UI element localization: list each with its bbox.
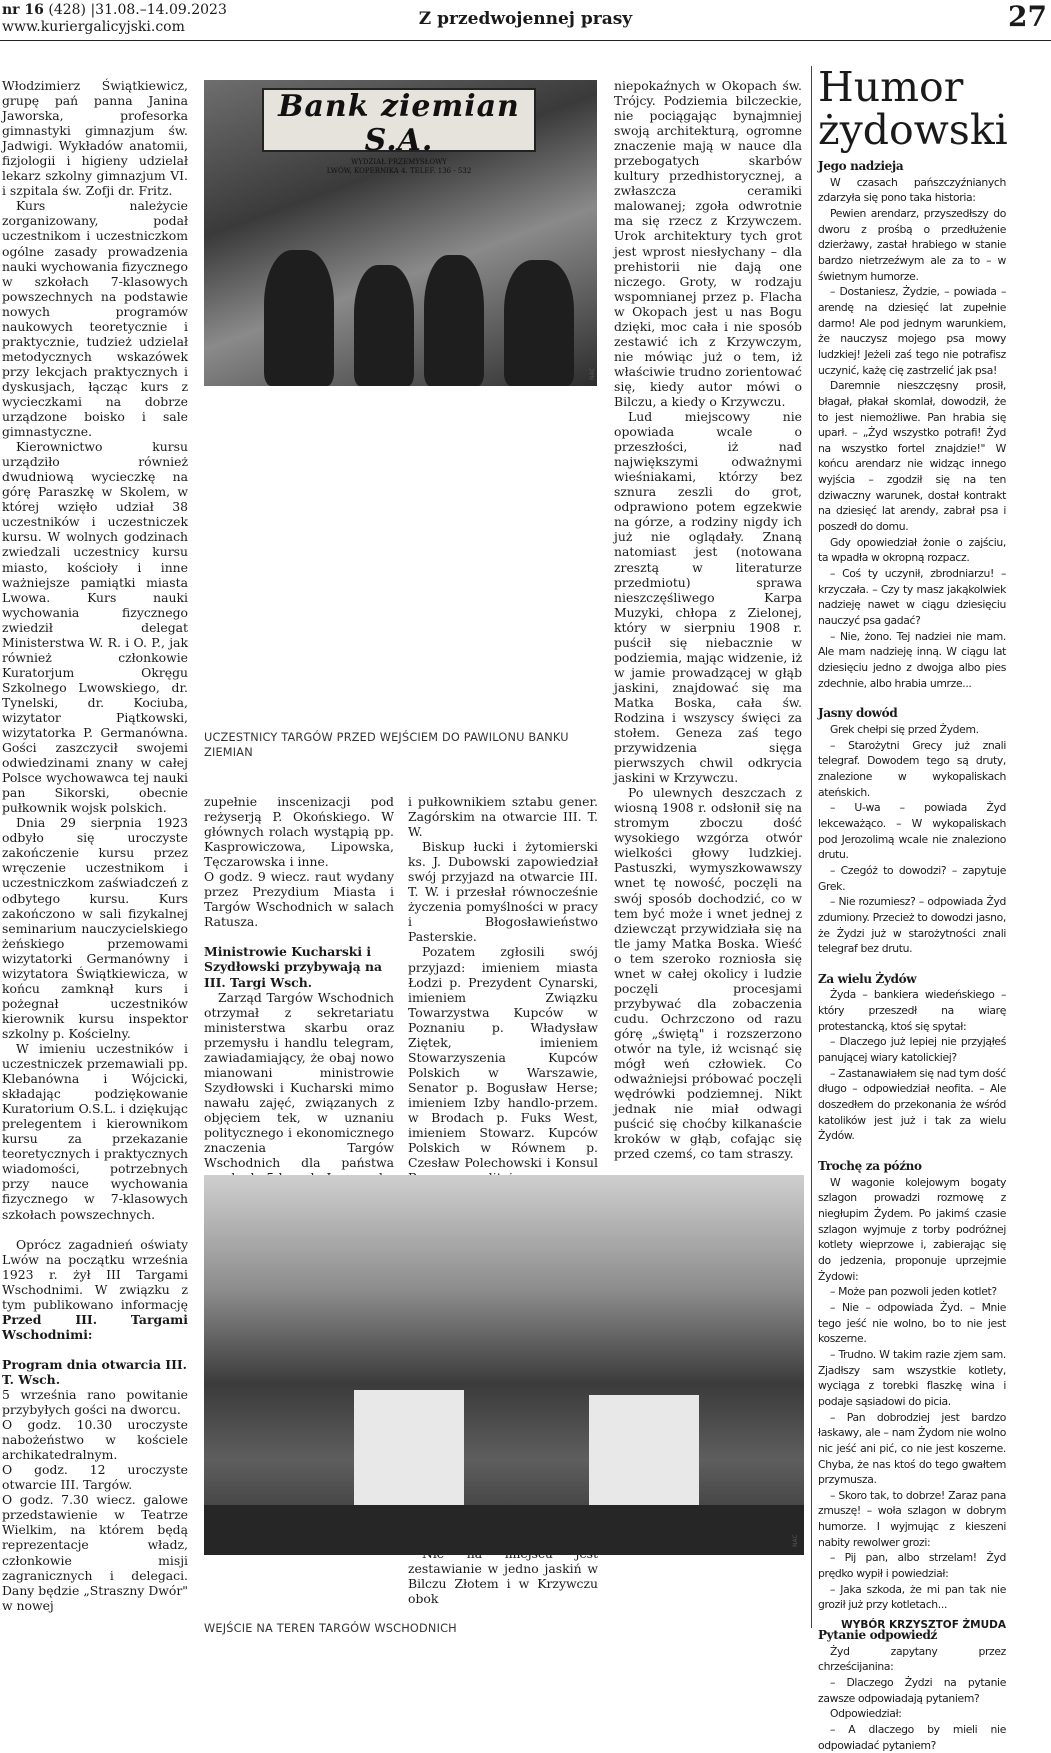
paragraph-text: – Dostaniesz, Żydzie, – powiada – arendę na dziesięć lat zupełnie darmo! Ale pod jednym warunkiem, że nauczysz mojego psa mowy ludzkiej! Jeżeli zaś tego nie potrafisz uczynić, każę cię zastrzelić jak psa!: [818, 285, 1006, 377]
subheading: Jasny dowód: [818, 706, 898, 721]
paragraph: [818, 1706, 1006, 1722]
photo-caption-1: UCZESTNICY TARGÓW PRZED WEJŚCIEM DO PAWILONU BANKU ZIEMIAN: [204, 731, 569, 759]
paragraph-text: – Dlaczego Żydzi na pytanie zawsze odpowiadają pytaniem?: [818, 1676, 1006, 1705]
paragraph: [818, 629, 1006, 692]
bank-sign-line1: WYDZIAŁ PRZEMYSŁOWY: [351, 158, 447, 166]
photo-figure: [424, 255, 484, 386]
paragraph-text: – Pan dobrodziej jest bardzo łaskawy, ale – nam Żydom nie wolno nic jeść ani pić, co nie jest koszerne. Chyba, że nas ktoś do tego gwałtem przymusza.: [818, 1410, 1006, 1487]
paragraph: [614, 785, 802, 1161]
paragraph: [2, 198, 188, 439]
bank-sign-title: Bank ziemian S.A.: [278, 89, 520, 158]
paragraph-gap: [818, 957, 1006, 972]
subheading: Pytanie odpowiedź: [818, 1628, 937, 1643]
paragraph: [818, 800, 1006, 863]
paragraph-text: – U-wa – powiada Żyd lekceważąco. – W wykopaliskach pod Jerozolimą wcale nie znaleziono drutu.: [818, 801, 1006, 862]
paragraph: [818, 1644, 1006, 1675]
photo-pavilion: [589, 1395, 699, 1520]
bank-sign: [262, 88, 536, 175]
paragraph-text: – Zastanawiałem się nad tym dość długo – odpowiedział neofita. – Ale doszedłem do przekonania że wśród katolików jest już i tak za wielu Żydów.: [818, 1066, 1006, 1143]
photo-figure: [504, 260, 574, 386]
paragraph: [818, 722, 1006, 738]
paragraph: [614, 409, 802, 785]
paragraph: [408, 839, 598, 944]
subheading: Za wielu Żydów: [818, 971, 917, 986]
photo-crowd: [204, 1505, 804, 1555]
paragraph: [2, 1041, 188, 1222]
paragraph-text: – Jaka szkoda, że mi pan tak nie groził już przy kotletach...: [818, 1582, 1006, 1612]
paragraph-text: – Coś ty uczynił, zbrodniarzu! – krzyczała. – Czy ty masz jakąkolwiek nadzieję nawet w ciągu dziesięciu nauczyć psa gadać?: [818, 567, 1006, 628]
paragraph-text: Po ulewnych deszczach z wiosną 1908 r. odsłonił się na stromym zboczu dość wysokiego wzgórza otwór wielkości głowy ludzkiej. Pastuszki, wymyszkowawszy wnet tę nowość, poczęli na swój sposób dochodzić, co w tem być może i wnet jednej z dziewcząt przywidziała się na tle jamy Matka Boska. Wieść o tem szeroko rozniosła się wnet w całej okolicy i ludzie poczęli procesjami przybywać dla zobaczenia cudu. Ochrzczono od razu górę „świętą" i rozszerzono otwór na tyle, iż wcisnąć się mógł weń człowiek. Co odważniejsi próbować poczęli wędrówki podziemnej. Nikt jednak nie miał odwagi puścić się choćby kilkanaście kroków w głąb, cofając się przed czemś, co tam straszy.: [614, 785, 802, 1162]
paragraph-text: – Starożytni Grecy już znali telegraf. Dowodem tego są druty, znalezione w wykopaliskach ateńskich.: [818, 738, 1006, 799]
paragraph-text: Kurs należycie zorganizowany, podał uczestnikom i uczestniczkom ogólne zasady prowadzenia nauki wychowania fizycznego w szkołach 7-klasowych powszechnych na podstawie nowych programów naukowych teoretycznie i praktycznie, tudzież udzielał metodycznych wskazówek przy lekcjach praktycznych i dyskusjach, łącząc kurs z wycieczkami na dobrze urządzone boisko i sale gimnastyczne.: [2, 198, 188, 440]
humor-byline: WYBÓR KRZYSZTOF ŻMUDA: [841, 1619, 1006, 1631]
paragraph-text: Kierownictwo kursu urządziło również dwudniową wycieczkę na górę Paraszkę w Skolem, w której wzięło udział 38 uczestników i uczestniczek kursu. W wolnych godzinach zwiedzali uczestnicy kursu miasto, kościoły i inne ważniejsze pamiątki miasta Lwowa. Kurs nauki wychowania fizycznego zwiedził delegat Ministerstwa W. R. i O. P., jak również członkowie Kuratorjum Okręgu Szkolnego Lwowskiego, dr. Tynelski, dr. Kociuba, wizytator Piątkowski, wizytatorka P. Germanówna. Gości zaszczycił swojemi odwiedzinami znany w całej Polsce wychowawca tej nauki pan Sikorski, obecnie pułkownik wojsk polskich.: [2, 439, 188, 816]
paragraph-text: – Nie rozumiesz? – odpowiada Żyd zdumiony. Przecież to dowodzi jasno, że Żydzi już w starożytności znali telegraf bez drutu.: [818, 895, 1006, 956]
paragraph: [2, 1387, 188, 1417]
photo-pavilion: [354, 1390, 464, 1520]
paragraph: [818, 535, 1006, 566]
paragraph-text: Żyda – bankiera wiedeńskiego – który przeszedł na wiarę protestancką, ktoś się spytał:: [818, 988, 1006, 1033]
paragraph-text: Włodzimierz Świątkiewicz, grupę pań panna Janina Jaworska, profesorka gimnastyki gimnazjum św. Jadwigi. Wykładów anatomii, fizjologii i higieny udzielał lekarz szkolny gimnazjum VI. i szpitala św. Zofji dr. Fritz.: [2, 78, 188, 199]
paragraph-text: zupełnie inscenizacji pod reżyserją P. Okońskiego. W głównych rolach wystąpią pp. Kasprowiczowa, Lipowska, Tęczarowska i inne.: [204, 794, 394, 870]
paragraph: [818, 1582, 1006, 1613]
website-link[interactable]: www.kuriergalicyjski.com: [2, 19, 185, 35]
paragraph-text: – A dlaczego by mieli nie odpowiadać pytaniem?: [818, 1723, 1006, 1752]
subheading: Ministrowie Kucharski i Szydłowski przybywają na III. Targi Wsch.: [204, 944, 382, 990]
paragraph-text: O godz. 7.30 wiecz. galowe przedstawienie w Teatrze Wielkim, na którem będą reprezentacje władz, członkowie misji zagranicznych i delegaci. Dany będzie „Straszny Dwór" w nowej: [2, 1492, 188, 1613]
humor-title: [818, 63, 1008, 154]
paragraph-text: Dnia 29 sierpnia 1923 odbyło się uroczyste zakończenie kursu przez wręczenie uczestnikom i uczestniczkom zaświadczeń z odbytego kursu. Kurs zakończono w sali fizykalnej seminarium nauczycielskiego żeńskiego przemowami wizytatorki Germanówny i wizytatora Świątkiewicza, w końcu zamknął kurs i pożegnał uczestników kierownik kursu inspektor szkolny p. Kościelny.: [2, 815, 188, 1041]
paragraph: [818, 987, 1006, 1034]
paragraph-gap: [818, 691, 1006, 706]
paragraph-text: Żyd zapytany przez chrześcijanina:: [818, 1644, 1006, 1674]
paragraph-text: O godz. 10.30 uroczyste nabożeństwo w kościele archikatedralnym.: [2, 1417, 188, 1463]
paragraph: [818, 378, 1006, 535]
paragraph: [204, 869, 394, 929]
article-column-1: [2, 78, 188, 1613]
paragraph: [2, 1417, 188, 1462]
paragraph: [818, 175, 1006, 206]
paragraph: [2, 1462, 188, 1492]
paragraph-text: Lud miejscowy nie opowiada wcale o przeszłości, iż nad największymi odważnymi wieśniakami, którzy bez sznura zeszli do grot, odprawiono potem egzekwie na górze, a rodziny nigdy ich już nie oglądały. Znaną natomiast jest (notowana zresztą w literaturze przedmiotu) sprawa nieszczęśliwego Karpa Muzyki, chłopa z Zielonej, który w sierpniu 1908 r. puścił się niebacznie w podziemia, mając widzenie, iż w jamie prowadzącej w głąb jaskini, znajdować się ma Matka Boska, cała św. Rodzina i wszyscy święci za stołem. Geneza zaś tego przywidzenia sięga pierwszych chwil odkrycia jaskini w Krzywczu.: [614, 409, 802, 786]
paragraph-text: Gdy opowiedział żonie o zajściu, ta wpadła w okropną rozpacz.: [818, 535, 1006, 565]
paragraph: [818, 1284, 1006, 1300]
paragraph: [2, 815, 188, 1041]
paragraph-text: zestawianie w jedno jaskiń w Bilczu Złotem i w Krzywczu obok: [408, 1561, 598, 1607]
paragraph: [2, 1492, 188, 1612]
bold-phrase: Przed III. Targami Wschodnimi:: [2, 1311, 188, 1342]
paragraph-text: 5 września rano powitanie przybyłych gości na dworcu.: [2, 1386, 188, 1418]
photo-bank-ziemian: [204, 80, 597, 386]
paragraph: [818, 1722, 1006, 1753]
issue-number: nr 16: [2, 2, 44, 18]
paragraph-text: W wagonie kolejowym bogaty szlagon prowadzi rozmowę z niegłupim Żydem. Po jakimś czasie szlagon wyjmuje z torby podróżnej kotlety wieprzowe i, zabierając się do jedzenia, proponuje uprzejmie Żydowi:: [818, 1175, 1006, 1283]
paragraph-text: Grek chełpi się przed Żydem.: [830, 722, 979, 736]
paragraph: [818, 1347, 1006, 1410]
paragraph-gap: [2, 1222, 188, 1237]
paragraph-text: i pułkownikiem sztabu gener. Zagórskim na otwarcie III. T. W.: [408, 794, 598, 840]
paragraph: [408, 1546, 598, 1606]
humor-jokes: [818, 159, 1006, 1753]
paragraph-text: Odpowiedział:: [830, 1707, 902, 1721]
paragraph-gap: [204, 929, 394, 944]
paragraph-text: – Nie, żono. Tej nadziei nie mam. Ale mam nadzieję inną. W ciągu lat dziesięciu jedno z dwojga albo pies zdechnie, albo hrabia umrze...: [818, 629, 1006, 690]
column-divider: [811, 66, 812, 1628]
paragraph-text: – Może pan pozwoli jeden kotlet?: [830, 1285, 997, 1299]
paragraph: [818, 284, 1006, 378]
photo-credit: NAC: [792, 1534, 799, 1547]
humor-title-line2: żydowski: [818, 106, 1008, 154]
paragraph: [818, 738, 1006, 801]
paragraph: [818, 1675, 1006, 1706]
photo-credit: NAC: [589, 367, 596, 380]
paragraph-text: – Czegóż to dowodzi? – zapytuje Grek.: [818, 863, 1006, 893]
article-column-4: [614, 78, 802, 1206]
subheading: Program dnia otwarcia III. T. Wsch.: [2, 1356, 187, 1387]
paragraph: [818, 863, 1006, 894]
paragraph-text: O godz. 9 wiecz. raut wydany przez Prezydium Miasta i Targów Wschodnich w salach Ratusza.: [204, 869, 394, 930]
paragraph-text: Pozatem zgłosili swój przyjazd: imieniem miasta Łodzi p. Prezydent Cynarski, imieniem Związku Towarzystwa Kupców w Poznaniu p. Władysław Ziętek, imieniem Stowarzyszenia Kupców Polskich w Warszawie, Senator p. Bogusław Herse; imieniem Izby handlo-przem. w Brodach p. Fuks West, imieniem Stowarz. Kupców Polskich w Równem p. Czesław Polechowski i Konsul: [408, 944, 598, 1171]
paragraph: [818, 1550, 1006, 1581]
paragraph: [818, 206, 1006, 284]
paragraph: [2, 78, 188, 198]
subheading: Jego nadzieja: [818, 159, 904, 173]
photo-figure: [264, 250, 334, 386]
paragraph: [614, 78, 802, 409]
bank-sign-line2: LWÓW, KOPERNIKA 4. TELEF. 136 - 532: [326, 167, 472, 175]
paragraph: [818, 1175, 1006, 1285]
subheading: Trochę za późno: [818, 1159, 922, 1174]
paragraph-text: O godz. 12 uroczyste otwarcie III. Targów.: [2, 1462, 188, 1493]
photo-fair-entrance: [204, 1175, 804, 1555]
paragraph-gap: [818, 1144, 1006, 1159]
page-number: 27: [1008, 0, 1047, 33]
paragraph: [204, 794, 394, 869]
paragraph-text: – Pij pan, albo strzelam! Żyd prędko wypił i powiedział:: [818, 1551, 1006, 1581]
paragraph-text: – Trudno. W takim razie zjem sam. Zjadłszy sam wszystkie kotlety, wyciąga z torebki flaszkę wina i podaje sąsiadowi do picia.: [818, 1347, 1006, 1408]
paragraph-text: Zarząd Targów Wschodnich otrzymał z sekretariatu ministerstwa skarbu oraz przemysłu i handlu telegram, zawiadamiający, że obaj nowo mianowani ministrowie Szydłowski i Kucharski mimo nawału zajęć, związanych z objęciem tek, w uznaniu politycznego i ekonomicznego znaczenia Targów Wschodnich dla państwa: [204, 989, 394, 1171]
photo-figure: [354, 265, 414, 386]
paragraph-text: Oprócz zagadnień oświaty Lwów na początku września 1923 r. żył III Targami Wschodnimi. W związku z tym publikowano informację: [2, 1236, 188, 1312]
page-header: [0, 0, 1051, 41]
section-title: Z przedwojennej prasy: [418, 9, 633, 29]
photo-caption-2: WEJŚCIE NA TEREN TARGÓW WSCHODNICH: [204, 1622, 457, 1635]
paragraph: [818, 1300, 1006, 1347]
paragraph-text: – Skoro tak, to dobrze! Zaraz pana zmuszę! – woła szlagon w dobrym humorze. I wyjmując z kieszeni nabity rewolwer grozi:: [818, 1488, 1006, 1549]
issue-dates: (428) |31.08.–14.09.2023: [43, 2, 227, 18]
paragraph-text: Biskup łucki i żytomierski ks. J. Dubowski zapowiedział swój przyjazd na otwarcie III. T. W. i przesłał równocześnie życzenia pomyślności w pracy i Błogosławieństwo Pasterskie.: [408, 839, 598, 945]
paragraph: [818, 1034, 1006, 1065]
paragraph: [818, 566, 1006, 629]
paragraph-text: Pewien arendarz, przyszedłszy do dworu z prośbą o przedłużenie dzierżawy, zastał hrabiego w stanie bardzo nietrzeźwym ale za to – w świetnym humorze.: [818, 206, 1006, 283]
paragraph-gap: [2, 1342, 188, 1357]
paragraph-text: – Nie – odpowiada Żyd. – Mnie tego jeść nie wolno, bo to nie jest koszerne.: [818, 1300, 1006, 1346]
paragraph-text: Daremnie nieszczęsny prosił, błagał, płakał skomlał, dowodził, że to jest niemożliwe. Pan hrabia się uparł. – „Żyd wszystko potrafi! Żyd na wszystko fortel znajdzie!" W końcu arendarz nie widząc innego wyjścia – zgodził się na ten dziwaczny warunek, dostał kontrakt na dziesięć lat arendy, zabrał psa i poszedł do domu.: [818, 379, 1006, 534]
paragraph-text: niepokaźnych w Okopach św. Trójcy. Podziemia bilczeckie, nie pociągając bynajmniej swoją architekturą, ogromne znaczenie mają w nauce dla przebogatych skarbów kultury przedhistorycznej, a zwłaszcza ceramiki malowanej; zgoła odwrotnie ma się rzecz z Krzywczem. Urok architektury tych grot jest wprost niesłychany – dla prehistorii nie dają one niczego. Groty, w rodzaju wspomnianej przez p. Flacha w Okopach jest u nas Bogu dzięki, moc cała i nie sposób zestawić ich z Krzywczym, nie mówiąc już o tem, iż właściwie trudno zorientować się, kiedy autor mówi o Bilczu, a kiedy o Krzywczu.: [614, 78, 802, 409]
humor-sidebar: [818, 63, 1008, 1753]
paragraph-text: W czasach pańszczyźnianych zdarzyła się pono taka historia:: [818, 175, 1006, 205]
paragraph: [818, 1066, 1006, 1144]
paragraph: [2, 1237, 188, 1342]
paragraph: [2, 439, 188, 815]
paragraph: [818, 1410, 1006, 1488]
humor-title-line1: Humor: [818, 63, 964, 111]
paragraph: [818, 894, 1006, 957]
paragraph-text: – Dlaczego już lepiej nie przyjąłeś panującej wiary katolickiej?: [818, 1035, 1006, 1065]
paragraph-text: W imieniu uczestników i uczestniczek przemawiali pp. Klebanówna i Wójcicki, składając podziękowanie Kuratorium O.S.L. i dziękując prelegentem i kierownikom kursu za przekazanie teoretycznych i praktycznych wiadomości, potrzebnych przy nauce wychowania fizycznego w 7-klasowych szkołach powszechnych.: [2, 1041, 188, 1222]
paragraph: [818, 1488, 1006, 1551]
paragraph: [408, 794, 598, 839]
